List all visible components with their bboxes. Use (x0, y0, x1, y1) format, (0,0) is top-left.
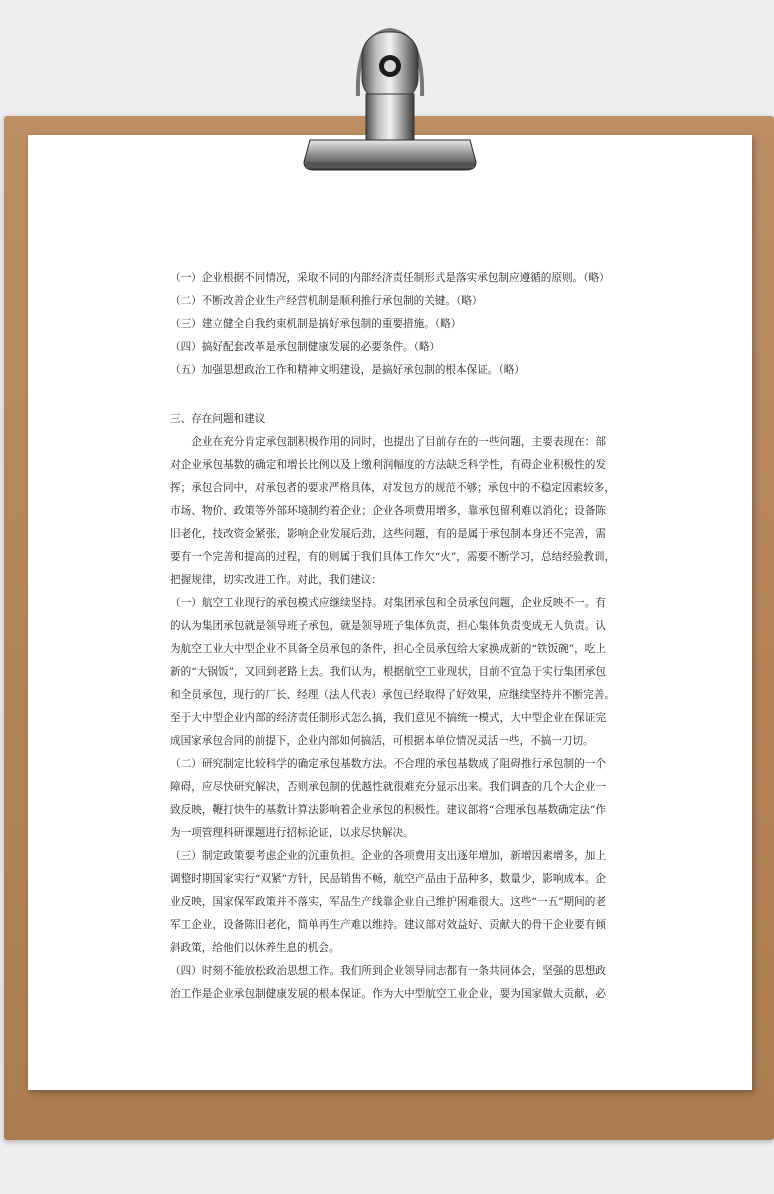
body-line: 企业在充分肯定承包制积极作用的同时，也提出了目前存在的一些问题，主要表现在：部 (170, 436, 606, 448)
body-line: 业反映，国家保军政策并不落实，军品生产线靠企业自己维护困难很大。这些“一五”期间的老 (170, 896, 606, 908)
body-line: 市场、物价、政策等外部环境制约着企业；企业各项费用增多，靠承包留利难以消化；设备陈 (170, 505, 606, 517)
measure-line: （四）搞好配套改革是承包制健康发展的必要条件。（略） (170, 341, 441, 353)
body-line: （一）航空工业现行的承包模式应继续坚持。对集团承包和全员承包问题，企业反映不一。有 (170, 597, 606, 609)
body-line: 挥；承包合同中，对承包者的要求严格具体，对发包方的规范不够；承包中的不稳定因素较多， (170, 482, 615, 494)
body-line: 治工作是企业承包制健康发展的根本保证。作为大中型航空工业企业，要为国家做大贡献，必 (170, 988, 606, 1000)
paper-sheet (28, 135, 752, 1090)
body-line: 至于大中型企业内部的经济责任制形式怎么搞，我们意见不搞统一模式，大中型企业在保证完 (170, 712, 606, 724)
body-line: （二）研究制定比较科学的确定承包基数方法。不合理的承包基数成了阻碍推行承包制的一个 (170, 758, 606, 770)
body-line: 障碍，应尽快研究解决，否则承包制的优越性就很难充分显示出来。我们调查的几个大企业一 (170, 781, 606, 793)
measure-line: （一）企业根据不同情况，采取不同的内部经济责任制形式是落实承包制应遵循的原则。（略） (170, 272, 610, 284)
body-line: 旧老化，技改资金紧张，影响企业发展后劲，这些问题，有的是属于承包制本身还不完善，需 (170, 528, 606, 540)
body-line: 斜政策，给他们以休养生息的机会。 (170, 942, 340, 954)
body-line: 军工企业，设备陈旧老化，简单再生产难以维持。建议部对效益好、贡献大的骨干企业要有倾 (170, 919, 606, 931)
body-line: 为航空工业大中型企业不具备全员承包的条件，担心全员承包给大家换成新的“铁饭碗”，吃上 (170, 643, 606, 655)
measure-line: （三）建立健全自我约束机制是搞好承包制的重要措施。（略） (170, 318, 462, 330)
body-line: 致反映，鞭打快牛的基数计算法影响着企业承包的积极性。建议部将“合理承包基数确定法”作 (170, 804, 606, 816)
body-line: 成国家承包合同的前提下，企业内部如何搞活，可根据本单位情况灵活一些，不搞一刀切。 (170, 735, 594, 747)
body-line: 新的“大锅饭”，又回到老路上去。我们认为，根据航空工业现状，目前不宜急于实行集团承包 (170, 666, 606, 678)
section-heading: 三、存在问题和建议 (170, 413, 266, 425)
binder-clip-icon (300, 22, 480, 178)
body-line: （三）制定政策要考虑企业的沉重负担。企业的各项费用支出逐年增加，新增因素增多，加上 (170, 850, 606, 862)
measure-line: （二）不断改善企业生产经营机制是顺利推行承包制的关键。（略） (170, 295, 483, 307)
document-body (170, 267, 616, 1006)
spacer (170, 382, 606, 406)
body-line: 把握规律，切实改进工作。对此，我们建议： (170, 574, 382, 586)
measure-line: （五）加强思想政治工作和精神文明建设，是搞好承包制的根本保证。（略） (170, 364, 525, 376)
body-line: 对企业承包基数的确定和增长比例以及上缴利润幅度的方法缺乏科学性，有碍企业积极性的发 (170, 459, 606, 471)
body-line: 为一项管理科研课题进行招标论证，以求尽快解决。 (170, 827, 414, 839)
body-line: 要有一个完善和提高的过程，有的则属于我们具体工作欠“火”，需要不断学习，总结经验教训， (170, 551, 616, 563)
body-line: 和全员承包，现行的厂长、经理（法人代表）承包已经取得了好效果，应继续坚持并不断完善。 (170, 689, 615, 701)
body-line: （四）时刻不能放松政治思想工作。我们所到企业领导同志都有一条共同体会，坚强的思想政 (170, 965, 606, 977)
body-line: 调整时期国家实行“双紧”方针，民品销售不畅，航空产品由于品种多，数量少，影响成本。企 (170, 873, 606, 885)
body-line: 的认为集团承包就是领导班子承包，就是领导班子集体负责，担心集体负责变成无人负责。认 (170, 620, 606, 632)
